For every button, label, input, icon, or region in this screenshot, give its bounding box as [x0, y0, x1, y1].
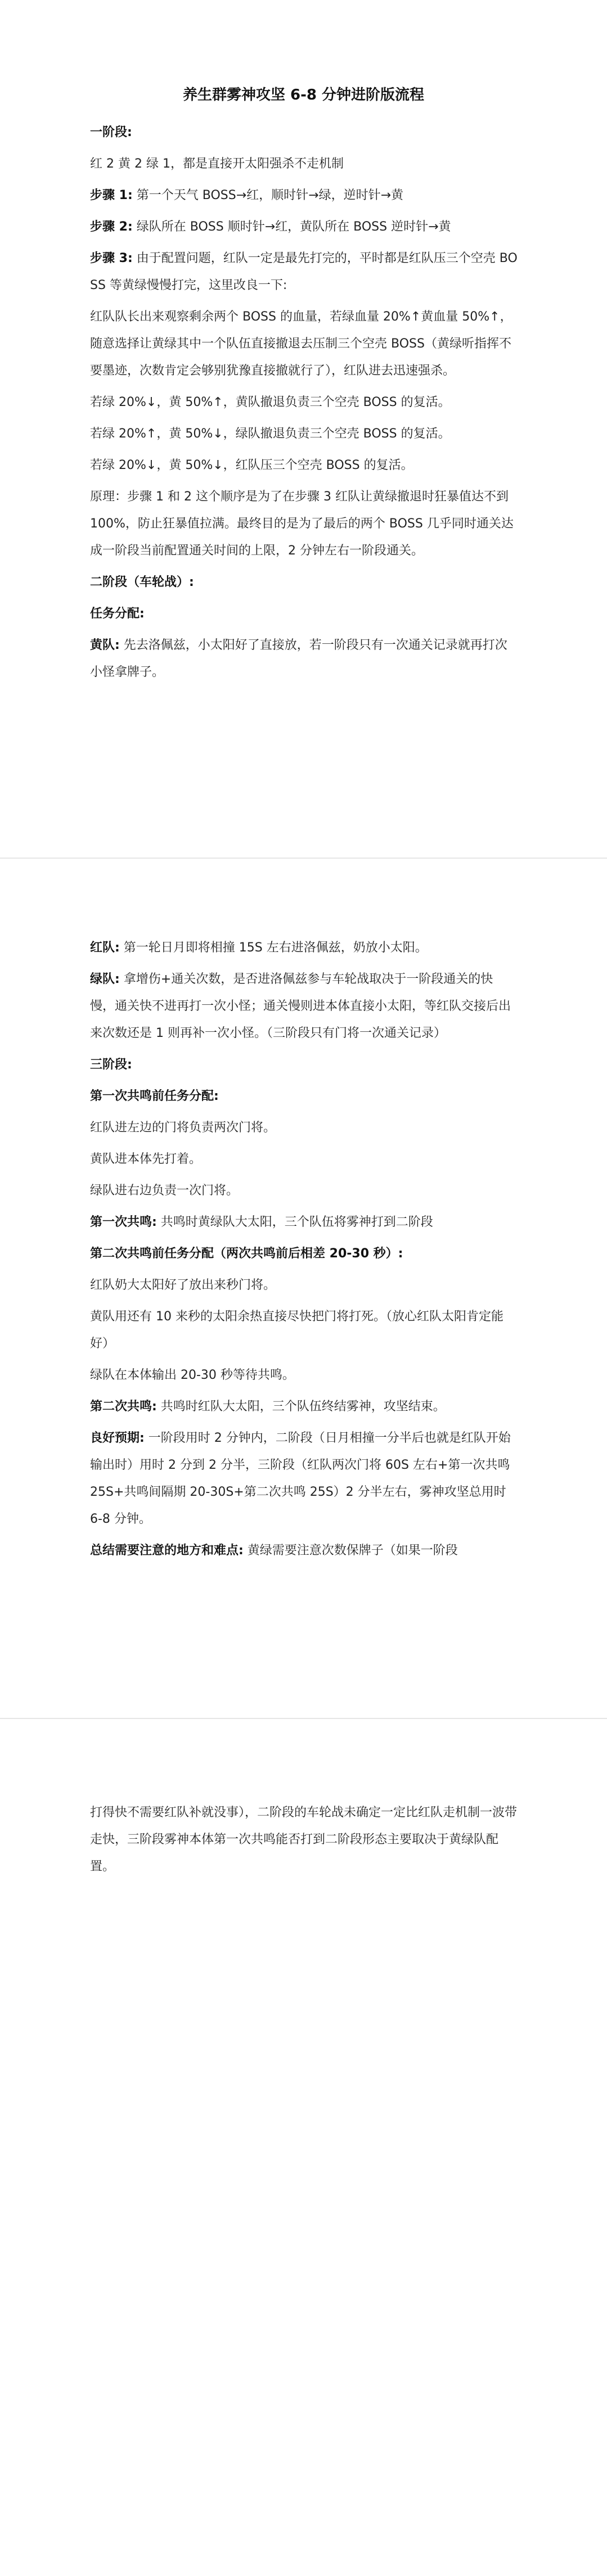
phase2-red: 红队: 第一轮日月即将相撞 15S 左右进洛佩兹，奶放小太阳。 — [90, 941, 428, 955]
phase3-pre1-c: 绿队进右边负责一次门将。 — [90, 1184, 239, 1198]
section-phase1-and-2-start — [90, 119, 518, 691]
phase3-resonance-2: 第二次共鸣: 共鸣时红队大太阳，三个队伍终结雾神，攻坚结束。 — [90, 1400, 446, 1414]
phase3-pre2-a: 红队奶大太阳好了放出来秒门将。 — [90, 1278, 276, 1292]
phase3-pre1-b: 黄队进本体先打着。 — [90, 1152, 202, 1166]
phase3-pre1-heading: 第一次共鸣前任务分配: — [90, 1089, 219, 1103]
phase3-summary: 总结需要注意的地方和难点: 黄绿需要注意次数保牌子（如果一阶段 — [90, 1544, 458, 1558]
phase3-pre2-b: 黄队用还有 10 来秒的太阳余热直接尽快把门将打死。（放心红队太阳肯定能好） — [90, 1310, 503, 1351]
page-title: 养生群雾神攻坚 6-8 分钟进阶版流程 — [182, 87, 425, 103]
phase2-heading: 二阶段（车轮战）: — [90, 575, 194, 589]
phase3-pre2-c: 绿队在本体输出 20-30 秒等待共鸣。 — [90, 1368, 295, 1382]
phase3-pre2-heading: 第二次共鸣前任务分配（两次共鸣前后相差 20-30 秒）: — [90, 1247, 403, 1261]
phase2-task-heading: 任务分配: — [90, 607, 145, 621]
phase2-yellow: 黄队: 先去洛佩兹，小太阳好了直接放，若一阶段只有一次通关记录就再打次小怪拿牌子。 — [90, 638, 507, 679]
phase1-step1: 步骤 1: 第一个天气 BOSS→红，顺时针→绿，逆时针→黄 — [90, 188, 404, 202]
phase2-green: 绿队: 拿增伤+通关次数，是否进洛佩兹参与车轮战取决于一阶段通关的快慢，通关快不进再打一次小怪；通关慢则进本体直接小太阳，等红队交接后出来次数还是 1 则再补一次小怪。（三阶段只有门将一次通关记录） — [90, 972, 511, 1040]
phase3-resonance-1: 第一次共鸣: 共鸣时黄绿队大太阳，三个队伍将雾神打到二阶段 — [90, 1215, 433, 1229]
phase1-intro: 红 2 黄 2 绿 1，都是直接开太阳强杀不走机制 — [90, 157, 344, 171]
phase3-pre1-a: 红队进左边的门将负责两次门将。 — [90, 1121, 276, 1135]
phase1-case-2: 若绿 20%↑，黄 50%↓，绿队撤退负责三个空壳 BOSS 的复活。 — [90, 427, 451, 441]
phase1-step3: 步骤 3: 由于配置问题，红队一定是最先打完的，平时都是红队压三个空壳 BOSS 等黄绿慢慢打完，这里改良一下: — [90, 251, 518, 292]
phase3-heading: 三阶段: — [90, 1058, 132, 1072]
phase1-step2: 步骤 2: 绿队所在 BOSS 顺时针→红，黄队所在 BOSS 逆时针→黄 — [90, 220, 451, 234]
page-divider-1 — [0, 858, 607, 859]
page-divider-2 — [0, 1718, 607, 1719]
section-phase2-and-3 — [90, 935, 518, 1569]
phase1-case-3: 若绿 20%↓，黄 50%↓，红队压三个空壳 BOSS 的复活。 — [90, 458, 413, 472]
phase1-heading: 一阶段: — [90, 125, 132, 139]
phase1-principle: 原理：步骤 1 和 2 这个顺序是为了在步骤 3 红队让黄绿撤退时狂暴值达不到 100%，防止狂暴值拉满。最终目的是为了最后的两个 BOSS 几乎同时通关达成一阶段当前配置通关时间的上限，2 分钟左右一阶段通关。 — [90, 490, 514, 558]
phase3-summary-continued: 打得快不需要红队补就没事），二阶段的车轮战未确定一定比红队走机制一波带走快，三阶段雾神本体第一次共鸣能否打到二阶段形态主要取决于黄绿队配置。 — [90, 1806, 518, 1874]
phase1-case-1: 若绿 20%↓，黄 50%↑，黄队撤退负责三个空壳 BOSS 的复活。 — [90, 395, 451, 409]
phase3-expectation: 良好预期: 一阶段用时 2 分钟内，二阶段（日月相撞一分半后也就是红队开始输出时）用时 2 分到 2 分半，三阶段（红队两次门将 60S 左右+第一次共鸣 25S+共鸣间隔期 20-30S+第二次共鸣 25S）2 分半左右，雾神攻坚总用时 6-8 分钟。 — [90, 1431, 511, 1526]
section-summary-continued — [90, 1799, 518, 1885]
phase1-red-observe: 红队队长出来观察剩余两个 BOSS 的血量，若绿血量 20%↑黄血量 50%↑，随意选择让黄绿其中一个队伍直接撤退去压制三个空壳 BOSS（黄绿听指挥不要墨迹，次数肯定会够别犹豫直接撤就行了），红队进去迅速强杀。 — [90, 310, 512, 378]
